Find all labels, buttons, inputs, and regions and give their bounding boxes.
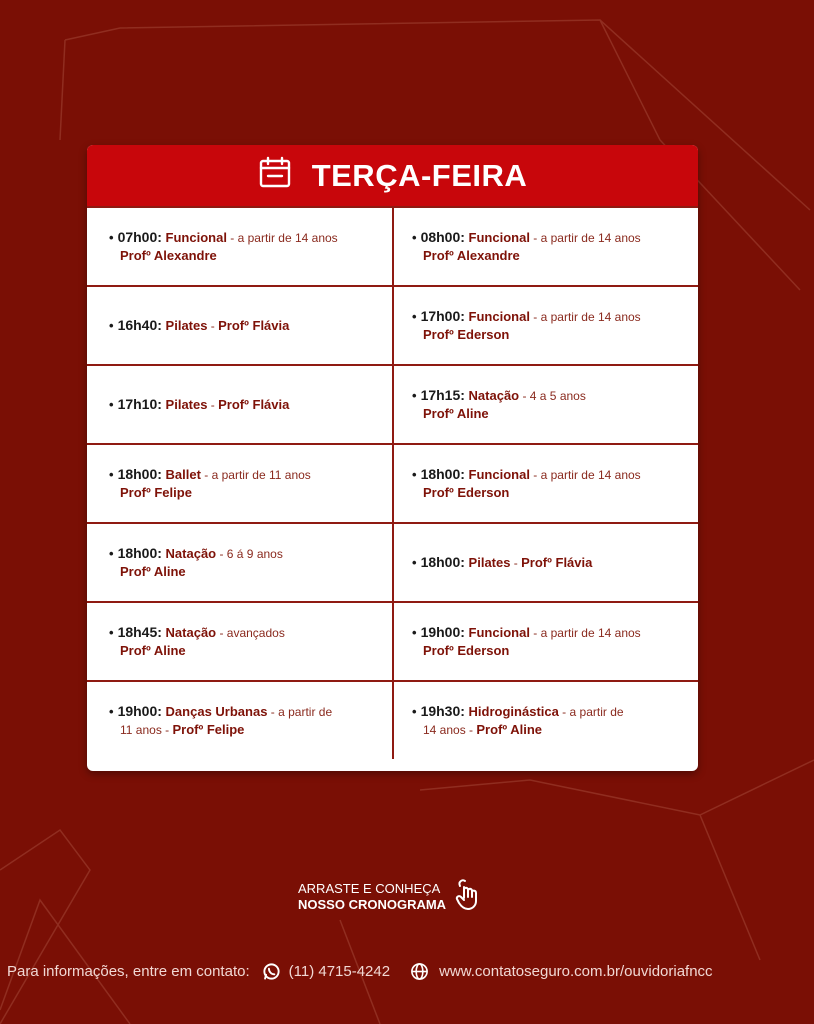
schedule-item: • 19h30: Hidroginástica - a partir de 14 anos - Profº Aline — [392, 680, 698, 759]
cta-line-2: NOSSO CRONOGRAMA — [298, 896, 447, 912]
schedule-item: • 16h40: Pilates - Profº Flávia — [87, 285, 392, 364]
schedule-item: • 17h15: Natação - 4 a 5 anos Profº Aline — [392, 364, 698, 443]
website-link[interactable]: www.contatoseguro.com.br/ouvidoriafncc — [439, 963, 713, 980]
schedule-item: • 18h00: Ballet - a partir de 11 anos Profº Felipe — [87, 443, 392, 522]
whatsapp-icon — [262, 962, 281, 981]
schedule-item: • 18h00: Funcional - a partir de 14 anos Profº Ederson — [392, 443, 698, 522]
cta-line-1: ARRASTE E CONHEÇA — [298, 880, 441, 896]
swipe-cta — [298, 878, 480, 915]
contact-label: Para informações, entre em contato: — [7, 963, 250, 980]
schedule-card — [87, 145, 698, 771]
schedule-item: • 08h00: Funcional - a partir de 14 anos Profº Alexandre — [392, 206, 698, 285]
globe-icon — [410, 962, 429, 981]
schedule-item: • 18h00: Natação - 6 á 9 anos Profº Aline — [87, 522, 392, 601]
schedule-item: • 19h00: Danças Urbanas - a partir de 11 anos - Profº Felipe — [87, 680, 392, 759]
schedule-item: • 17h10: Pilates - Profº Flávia — [87, 364, 392, 443]
page-title: TERÇA-FEIRA — [311, 157, 528, 193]
calendar-icon — [258, 156, 294, 195]
schedule-item: • 19h00: Funcional - a partir de 14 anos Profº Ederson — [392, 601, 698, 680]
card-header — [87, 145, 698, 206]
footer — [7, 962, 811, 981]
schedule-item: • 17h00: Funcional - a partir de 14 anos Profº Ederson — [392, 285, 698, 364]
schedule-item: • 07h00: Funcional - a partir de 14 anos Profº Alexandre — [87, 206, 392, 285]
schedule-grid — [87, 206, 698, 759]
phone-link[interactable]: (11) 4715-4242 — [288, 963, 391, 980]
schedule-item: • 18h00: Pilates - Profº Flávia — [392, 522, 698, 601]
swipe-hand-icon — [454, 878, 480, 915]
schedule-item: • 18h45: Natação - avançados Profº Aline — [87, 601, 392, 680]
